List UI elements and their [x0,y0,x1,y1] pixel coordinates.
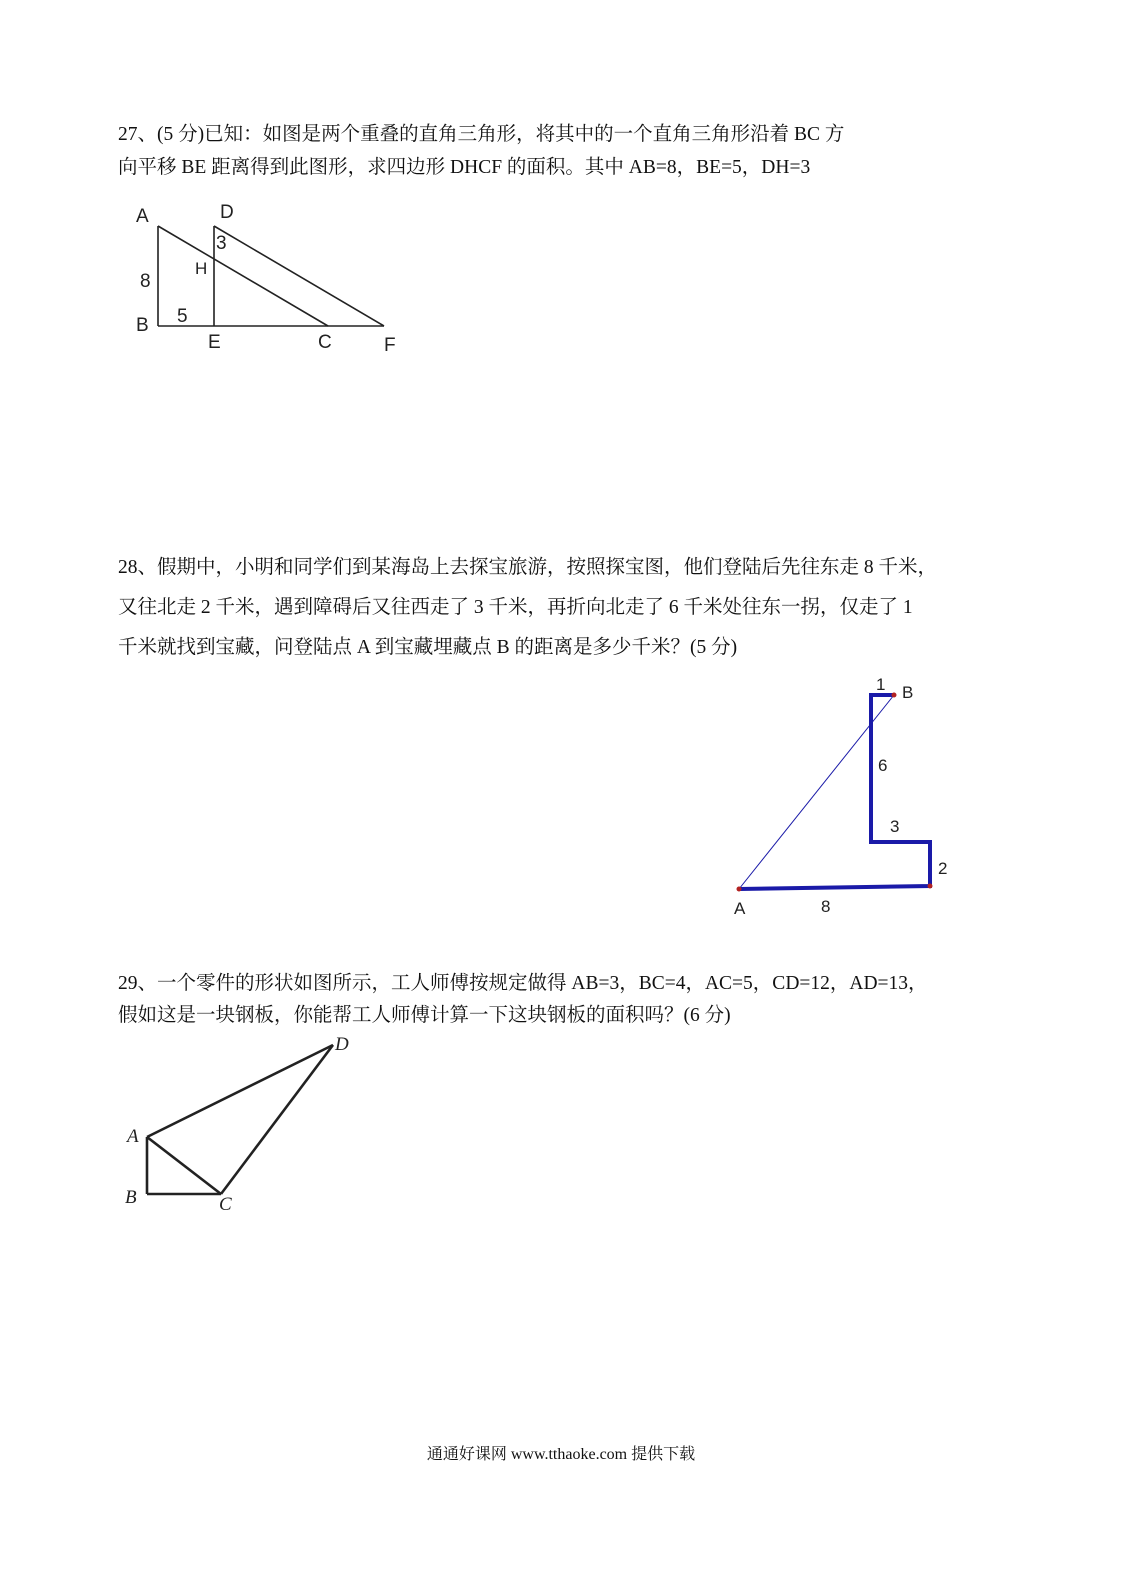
segment-DF [214,226,384,326]
label-2: 2 [938,859,948,878]
figure-29-quadrilateral [120,1030,370,1220]
problem-29 [118,968,928,1032]
label-C: C [219,1194,232,1215]
problem-27 [118,118,844,184]
problem-29-line-2: 假如这是一块钢板，你能帮工人师傅计算一下这块钢板的面积吗？(6 分) [118,1005,731,1026]
problem-27-line-1: 27、(5 分)已知：如图是两个重叠的直角三角形，将其中的一个直角三角形沿着 BC 方 [118,124,845,145]
figure-27-triangles [128,196,418,361]
point-A-dot [737,887,742,892]
label-F: F [384,335,396,356]
problem-28 [118,548,937,668]
label-1: 1 [876,675,886,694]
segment-AD [147,1045,333,1137]
problem-28-line-3: 千米就找到宝藏，问登陆点 A 到宝藏埋藏点 B 的距离是多少千米？(5 分) [118,637,738,658]
label-E: E [208,332,221,353]
label-3: 3 [890,817,900,836]
problem-28-line-2: 又往北走 2 千米，遇到障碍后又往西走了 3 千米，再折向北走了 6 千米处往东一拐，仅走了 1 [118,597,913,618]
label-5: 5 [177,306,188,327]
label-B: B [125,1187,137,1208]
label-C: C [318,332,332,353]
label-6: 6 [878,756,888,775]
label-A: A [127,1126,139,1147]
label-A: A [734,899,746,918]
segment-AC [147,1137,221,1194]
label-H: H [195,259,208,278]
problem-28-line-1: 28、假期中，小明和同学们到某海岛上去探宝旅游，按照探宝图，他们登陆后先往东走 8 千米， [118,557,938,578]
label-8: 8 [821,897,831,916]
label-B: B [136,315,149,336]
label-D: D [220,202,234,223]
label-8: 8 [140,271,151,292]
problem-27-line-2: 向平移 BE 距离得到此图形，求四边形 DHCF 的面积。其中 AB=8，BE=5，DH=3 [118,157,811,178]
label-A: A [136,206,149,227]
point-B-dot [892,693,897,698]
page-footer: 通通好课网 www.tthaoke.com 提供下载 [426,1446,696,1463]
problem-29-line-1: 29、一个零件的形状如图所示，工人师傅按规定做得 AB=3，BC=4，AC=5，CD=12，AD=13， [118,973,928,994]
label-3: 3 [216,233,227,254]
point-turn-dot [928,884,933,889]
treasure-walk-path [739,695,930,889]
label-B: B [902,683,914,702]
figure-28-path [725,670,965,925]
label-D: D [335,1034,349,1055]
segment-DC [221,1045,333,1194]
